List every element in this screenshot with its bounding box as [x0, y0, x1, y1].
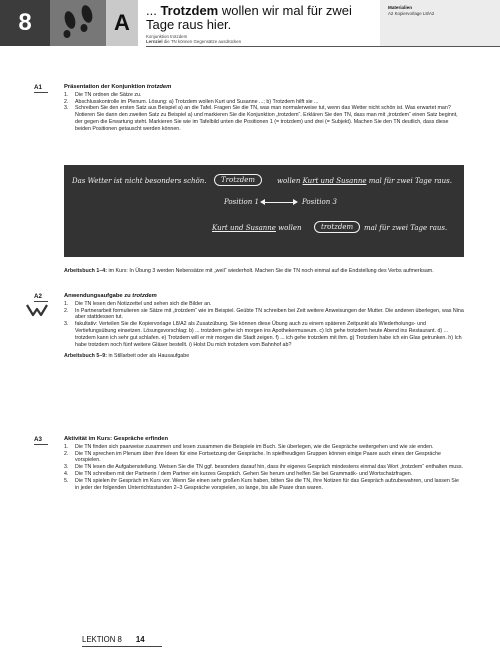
- trotzdem-highlight: Trotzdem: [214, 174, 262, 186]
- position-3-label: Position 3: [302, 198, 337, 206]
- section-title: Präsentation der Konjunktion trotzdem: [64, 84, 172, 90]
- blackboard-example: Das Wetter ist nicht besonders schön. Trotzdem wollen Kurt und Susanne mal für zwei Tage raus. Position 1 Position 3 Kurt und Susanne wollen trotzdem mal für zwei Tage raus.: [64, 165, 464, 257]
- page-title: ... Trotzdem wollen wir mal für zwei Tage raus hier.: [146, 3, 352, 32]
- page-footer: [82, 635, 145, 644]
- section-code: A3: [34, 436, 42, 443]
- section-title: Anwendungsaufgabe zu trotzdem: [64, 293, 157, 299]
- list-item: 3. Schreiben Sie den ersten Satz aus Beispiel a) an die Tafel. Fragen Sie die TN, was man normalerweise tut, wenn das Wetter nicht schön ist. Was erwartet man? Notieren Sie dann den zweiten Satz zu Beispiel a) und markieren Sie die Konjunktion „trotzdem“. Erklären Sie den TN, dass man mit „trotzdem“ einen Satz beginnt, der gegen die Erwartung steht. Markieren Sie wie im Tafelbild unten die Positionen 1 (= trotzdem) und drei (= Subjekt). Machen Sie den TN deutlich, dass diese beiden Positionen getauscht werden können.: [64, 105, 458, 133]
- section-code: A2: [34, 293, 42, 300]
- photocopy-arrow-icon: [26, 302, 48, 323]
- workbook-page: 8 A ... Trotzdem wollen wir mal für zwei Tage raus hier. Konjunktion trotzdem Lernziel die TN können Gegensätze ausdrücken Materialien A2 Kopiervorlage L8/A2 A1 Präsentation der Konjunktion trotzdem 1. Die TN ordnen die Sätze zu. 2. Abschlusskontrolle im Plenum. Lösung: a) Trotzdem wollen Kurt und Susanne ...; b) Trotzdem hilft sie ... 3. Schreiben Sie den ersten Satz aus Beispiel a) an die Tafel. Fragen Sie die TN, was man normalerweise tut, wenn das Wetter nicht schön ist. Was erwartet man? Notieren Sie dann den zweiten Satz zu Beispiel a) und markieren Sie die Konjunktion „trotzdem“. Erklären Sie den TN, dass man mit „trotzdem“ einen Satz beginnt, der gegen die Erwartung steht. Markieren Sie wie im Tafelbild unten die Positionen 1 (= trotzdem) und drei (= Subjekt). Machen Sie den TN deutlich, dass diese beiden Positionen getauscht werden können. Das Wetter ist nicht besonders schön. Trotzdem wollen Kurt und Susanne mal für zwei Tage raus. Position 1 Position 3 Kurt und Susanne wollen trotzdem mal für zwei Tage raus. Arbeitsbuch 1–4: im Kurs: In Übung 3 werden Nebensätze mit „weil“ wiederholt. Machen Sie die TN noch einmal auf die Endstellung des Verbs aufmerksam. A2 Anwendungsaufgabe zu trotzdem 1. Die TN lesen den Notizzettel und sehen sich die Bilder an. 2. In Partnerarbeit formulieren sie Sätze mit „trotzdem“ wie im Beispiel. Geübte TN schreiben bei Zeit weitere Anweisungen der Mutter. Die anderen überlegen, was Nina aber stattdessen tut. 3. fakultativ: Verteilen Sie die Kopiervorlage L8/A2 als Zusatzübung. Sie können diese Übung auch zu einem späteren Zeitpunkt als Wiederholungs- und Vertiefungsübung einsetzen. Lösungsvorschlag: b) ... trotzdem gehe ich morgen ins Apothekermuseum. c) Ich gehe trotzdem heute Abend ins Restaurant. d) ... trotzdem kann ich sehr gut schlafen. e) Trotzdem will er mir morgen die Stadt zeigen. f) ... ich gehe trotzdem mit ihm. g) Trotzdem habe ich ein Glas getrunken. h) Ich habe trotzdem noch fünf weitere Gläser bestellt. i) Holst Du mich trotzdem vom Bahnhof ab? Arbeitsbuch 5–9: in Stillarbeit oder als Hausaufgabe A3 Aktivität im Kurs: Gespräche erfinden 1. Die TN finden sich paarweise zusammen und lesen zusammen die Beispiele im Buch. Sie überlegen, wie die Gespräche weitergehen und wie sie enden. 2. Die TN sprechen im Plenum über ihre Ideen für eine Fortsetzung der Gespräche. In spielfreudigen Gruppen können einige Paare auch eines der Gespräche vorspielen. 3. Die TN lesen die Aufgabenstellung. Weisen Sie die TN ggf. besonders darauf hin, dass ihr eigenes Gespräch mindestens einmal das Wort „trotzdem“ enthalten muss. 4. Die TN schreiben mit der Partnerin / dem Partner ein kurzes Gespräch. Gehen Sie herum und helfen Sie bei Grammatik- und Wortschatzfragen. 5. Die TN spielen ihr Gespräch im Kurs vor. Wenn Sie einen sehr großen Kurs haben, bitten Sie die TN, ihre Notizen für das Gespräch aufzubewahren, und lassen Sie in jeder der folgenden Unterrichtsstunden 2–3 Gespräche vorspielen, so lange, bis alle Paare dran waren. LEKTION 8 14: [0, 0, 500, 666]
- workbook-note-a2: Arbeitsbuch 5–9: in Stillarbeit oder als Hausaufgabe: [64, 352, 190, 359]
- list-item: 1. Die TN finden sich paarweise zusammen und lesen zusammen die Beispiele im Buch. Sie überlegen, wie die Gespräche weitergehen und wie sie enden.: [64, 443, 434, 450]
- learning-goal: Konjunktion trotzdem Lernziel die TN können Gegensätze ausdrücken: [146, 34, 242, 45]
- footprints-icon: [50, 0, 106, 46]
- chapter-number: 8: [0, 0, 50, 46]
- trotzdem-highlight: trotzdem: [314, 221, 360, 233]
- list-item: 1. Die TN lesen den Notizzettel und sehen sich die Bilder an.: [64, 300, 212, 307]
- list-item: 3. Die TN lesen die Aufgabenstellung. Weisen Sie die TN ggf. besonders darauf hin, dass ihr eigenes Gespräch mindestens einmal das Wort „trotzdem“ enthalten muss.: [64, 464, 463, 471]
- lesson-label: LEKTION 8: [82, 635, 122, 644]
- position-1-label: Position 1: [224, 198, 259, 206]
- list-item: 2. Abschlusskontrolle im Plenum. Lösung: a) Trotzdem wollen Kurt und Susanne ...; b) Trotzdem hilft sie ...: [64, 98, 319, 105]
- list-item: 5. Die TN spielen ihr Gespräch im Kurs vor. Wenn Sie einen sehr großen Kurs haben, bitten Sie die TN, ihre Notizen für das Gespräch aufzubewahren, und lassen Sie in jeder der folgenden Unterrichtsstunden 2–3 Gespräche vorspielen, so lange, bis alle Paare dran waren.: [64, 478, 459, 492]
- list-item: 3. fakultativ: Verteilen Sie die Kopiervorlage L8/A2 als Zusatzübung. Sie können diese Übung auch zu einem späteren Zeitpunkt als Wiederholungs- und Vertiefungsübung einsetzen. Lösungsvorschlag: b) ... trotzdem gehe ich morgen ins Apothekermuseum. c) Ich gehe trotzdem heute Abend ins Restaurant. d) ... trotzdem kann ich sehr gut schlafen. e) Trotzdem will er mir morgen die Stadt zeigen. f) ... ich gehe trotzdem mit ihm. g) Trotzdem habe ich ein Glas getrunken. h) Ich habe trotzdem noch fünf weitere Gläser bestellt. i) Holst Du mich trotzdem vom Bahnhof ab?: [64, 321, 462, 349]
- list-item: 2. In Partnerarbeit formulieren sie Sätze mit „trotzdem“ wie im Beispiel. Geübte TN schreiben bei Zeit weitere Anweisungen der Mutter. Die anderen überlegen, was Nina aber stattdessen tut.: [64, 307, 464, 321]
- list-item: 4. Die TN schreiben mit der Partnerin / dem Partner ein kurzes Gespräch. Gehen Sie herum und helfen Sie bei Grammatik- und Wortschatzfragen.: [64, 471, 413, 478]
- page-number: 14: [135, 635, 145, 644]
- materials-box: Materialien A2 Kopiervorlage L8/A2: [380, 0, 500, 46]
- section-title: Aktivität im Kurs: Gespräche erfinden: [64, 436, 169, 442]
- module-letter: A: [106, 0, 138, 46]
- list-item: 2. Die TN sprechen im Plenum über ihre Ideen für eine Fortsetzung der Gespräche. In spielfreudigen Gruppen können einige Paare auch eines der Gespräche vorspielen.: [64, 450, 441, 464]
- list-item: 1. Die TN ordnen die Sätze zu.: [64, 91, 142, 98]
- section-code: A1: [34, 84, 42, 91]
- header-divider: [146, 46, 500, 47]
